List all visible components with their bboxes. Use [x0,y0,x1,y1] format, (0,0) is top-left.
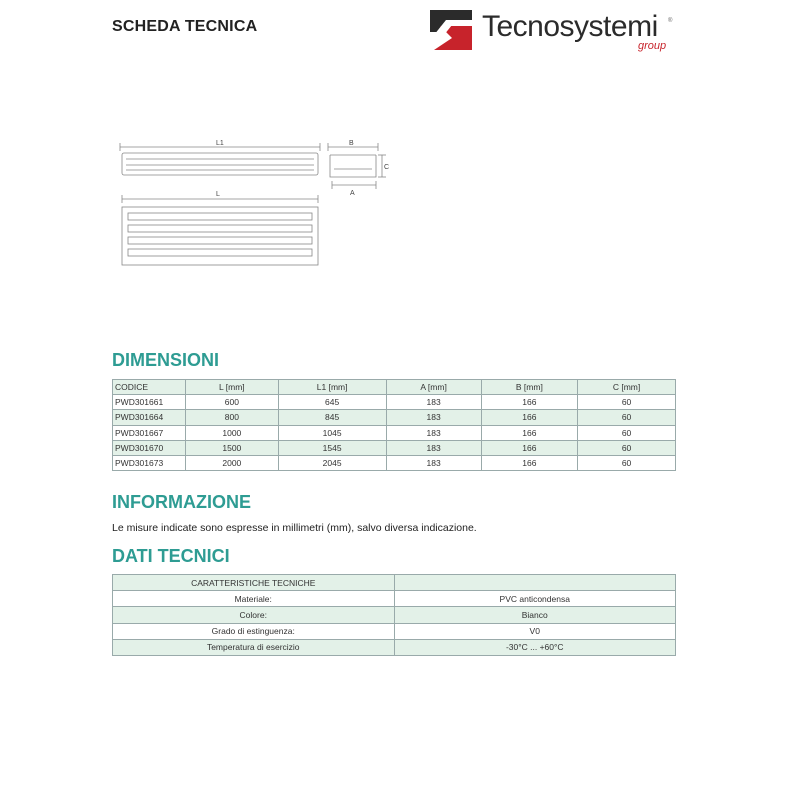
cell-c: 60 [578,455,676,470]
logo-group: group [638,40,667,52]
cell-l: 800 [186,410,279,425]
label-l1: L1 [216,140,224,147]
cell-b: 166 [481,455,577,470]
cell-c: 60 [578,410,676,425]
column-header: CODICE [113,380,186,395]
cell-a: 183 [386,440,481,455]
cell-a: 183 [386,410,481,425]
dimensioni-heading: DIMENSIONI [112,350,220,370]
dati-tecnici-heading: DATI TECNICI [112,546,230,566]
cell-c: 60 [578,440,676,455]
logo-registered-mark: ® [668,18,673,24]
property-value: -30°C ... +60°C [394,639,676,655]
cell-code: PWD301673 [113,455,186,470]
property-value: Bianco [394,607,676,623]
cell-l: 1000 [186,425,279,440]
column-header: C [mm] [578,380,676,395]
cell-l1: 1045 [278,425,386,440]
table-row [113,440,676,455]
cell-b: 166 [481,425,577,440]
table-header-row [113,380,676,395]
table-row [113,455,676,470]
tecnosystemi-logo [430,8,680,54]
column-header: L1 [mm] [278,380,386,395]
cell-code: PWD301670 [113,440,186,455]
technical-drawing [112,55,392,325]
label-b: B [349,140,354,147]
cell-b: 166 [481,395,577,410]
dimensions-table [112,379,676,471]
logo-mark-icon [430,10,476,50]
document-title: SCHEDA TECNICA [112,18,258,35]
label-a: A [350,190,355,197]
property-label: Temperatura di esercizio [113,639,395,655]
cell-a: 183 [386,425,481,440]
table-row [113,623,676,639]
cell-code: PWD301661 [113,395,186,410]
table-header-row [113,575,676,591]
label-c: C [384,164,390,171]
column-header: CARATTERISTICHE TECNICHE [113,575,395,591]
property-value: PVC anticondensa [394,591,676,607]
cell-a: 183 [386,395,481,410]
cell-l1: 1545 [278,440,386,455]
table-row [113,425,676,440]
cell-code: PWD301664 [113,410,186,425]
informazione-text: Le misure indicate sono espresse in millimetri (mm), salvo diversa indicazione. [112,522,477,534]
column-header: A [mm] [386,380,481,395]
label-l: L [216,191,220,198]
technical-data-table [112,574,676,656]
property-label: Colore: [113,607,395,623]
cell-code: PWD301667 [113,425,186,440]
cell-b: 166 [481,410,577,425]
cell-l: 2000 [186,455,279,470]
informazione-heading: INFORMAZIONE [112,492,251,512]
cell-l1: 645 [278,395,386,410]
logo-brand: Tecnosystemi [482,10,658,43]
table-row [113,395,676,410]
cell-b: 166 [481,440,577,455]
column-header: B [mm] [481,380,577,395]
cell-l: 600 [186,395,279,410]
table-row [113,410,676,425]
cell-l1: 2045 [278,455,386,470]
column-header [394,575,676,591]
cell-l1: 845 [278,410,386,425]
cell-c: 60 [578,395,676,410]
property-value: V0 [394,623,676,639]
cell-l: 1500 [186,440,279,455]
table-row [113,607,676,623]
cell-c: 60 [578,425,676,440]
property-label: Materiale: [113,591,395,607]
table-row [113,591,676,607]
cell-a: 183 [386,455,481,470]
column-header: L [mm] [186,380,279,395]
table-row [113,639,676,655]
property-label: Grado di estinguenza: [113,623,395,639]
